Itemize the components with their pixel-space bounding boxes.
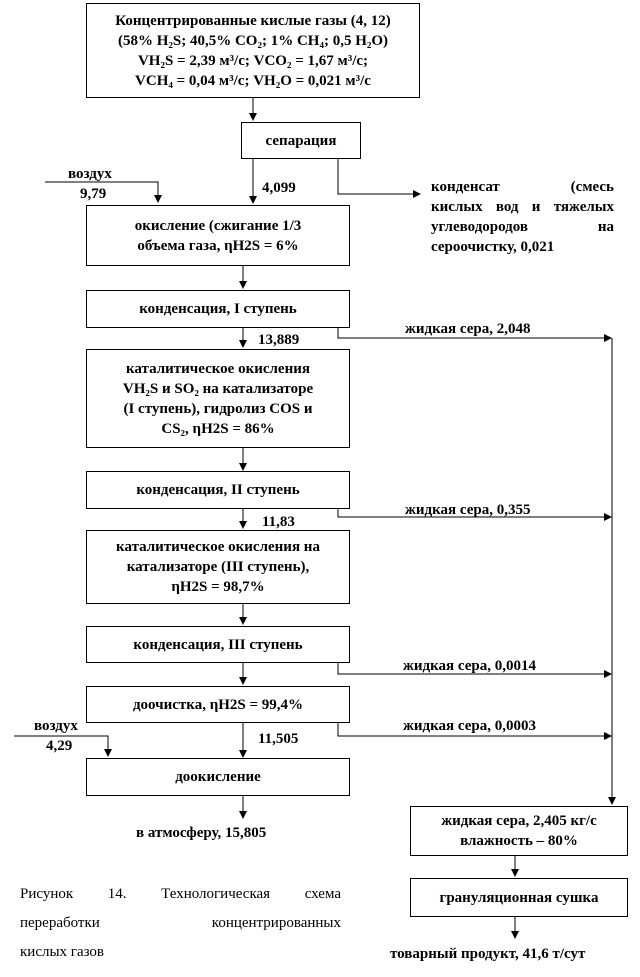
liquid-sulfur-total-box	[410, 806, 628, 856]
catalytic-1-line-3: (I ступень), гидролиз COS и	[123, 400, 313, 417]
condensation-2-box	[86, 471, 350, 509]
catalytic-3-line-3: ηH2S = 98,7%	[171, 579, 265, 595]
air-1-label: воздух	[68, 166, 112, 182]
input-gas-box	[86, 3, 420, 98]
input-gas-line-1: Концентрированные кислые газы (4, 12)	[115, 12, 391, 29]
air-2-label: воздух	[34, 718, 78, 734]
catalytic-1-box	[86, 349, 350, 448]
catalytic-3-box	[86, 530, 350, 604]
oxidation-box	[86, 205, 350, 266]
to-atmosphere-label: в атмосферу, 15,805	[136, 825, 267, 841]
condensation-1-box	[86, 290, 350, 328]
cleanup-box	[86, 686, 350, 723]
oxidation-line-1: окисление (сжигание 1/3	[134, 217, 302, 234]
granulation-label: грануляционная сушка	[439, 889, 599, 906]
condensate-label	[431, 177, 614, 257]
flow-after-cond-2: 11,83	[262, 514, 295, 530]
air-2-value: 4,29	[46, 738, 73, 754]
liquid-sulfur-total-line-1: жидкая сера, 2,405 кг/с	[441, 813, 597, 829]
air-1-value: 9,79	[80, 186, 107, 202]
post-oxidation-box	[86, 758, 350, 796]
catalytic-3-line-2: катализаторе (III ступень),	[126, 559, 310, 575]
catalytic-1-line-2: VH₂S и SO₂ на катализаторе	[122, 380, 314, 397]
sulfur-stream-1: жидкая сера, 2,048	[405, 321, 531, 337]
condensate-line-4: сероочистку, 0,021	[431, 239, 555, 255]
input-gas-line-2: (58% H₂S; 40,5% CO₂; 1% CH₄; 0,5 H₂O)	[117, 32, 389, 49]
product-label: товарный продукт, 41,6 т/сут	[390, 946, 586, 962]
granulation-box	[410, 878, 628, 917]
condensation-2-label: конденсация, II ступень	[136, 482, 300, 498]
condensate-line-2: кислых вод и тяжелых	[431, 199, 614, 215]
separation-box	[241, 122, 361, 159]
input-gas-line-3: VH₂S = 2,39 м³/с; VCO₂ = 1,67 м³/с;	[137, 52, 369, 69]
catalytic-1-line-1: каталитическое окисления	[125, 360, 310, 377]
caption-line-1: Рисунок 14. Технологическая схема	[20, 886, 341, 902]
condensation-3-label: конденсация, III ступень	[133, 636, 303, 653]
catalytic-3-line-1: каталитическое окисления на	[116, 539, 320, 555]
liquid-sulfur-total-line-2: влажность – 80%	[460, 833, 578, 849]
caption-line-2: переработки концентрированных	[20, 915, 341, 931]
flow-after-cond-1: 13,889	[258, 332, 300, 348]
cleanup-label: доочистка, ηH2S = 99,4%	[132, 696, 304, 713]
condensate-line-3: углеводородов на	[431, 219, 614, 235]
flow-after-separation: 4,099	[262, 180, 296, 196]
oxidation-line-2: объема газа, ηH2S = 6%	[137, 237, 299, 254]
condensate-line-1: конденсат (смесь	[431, 179, 614, 195]
sulfur-stream-4: жидкая сера, 0,0003	[403, 718, 536, 734]
sulfur-stream-2: жидкая сера, 0,355	[405, 502, 531, 518]
catalytic-1-line-4: CS₂, ηH2S = 86%	[161, 420, 275, 437]
caption-line-3: кислых газов	[20, 944, 105, 960]
flow-after-cleanup: 11,505	[258, 731, 299, 747]
figure-caption	[20, 880, 341, 967]
separation-label: сепарация	[265, 132, 337, 149]
condensation-1-label: конденсация, I ступень	[139, 301, 297, 317]
post-oxidation-label: доокисление	[175, 769, 261, 785]
sulfur-stream-3: жидкая сера, 0,0014	[403, 658, 536, 674]
condensation-3-box	[86, 626, 350, 663]
input-gas-line-4: VCH₄ = 0,04 м³/с; VH₂O = 0,021 м³/с	[135, 72, 371, 89]
